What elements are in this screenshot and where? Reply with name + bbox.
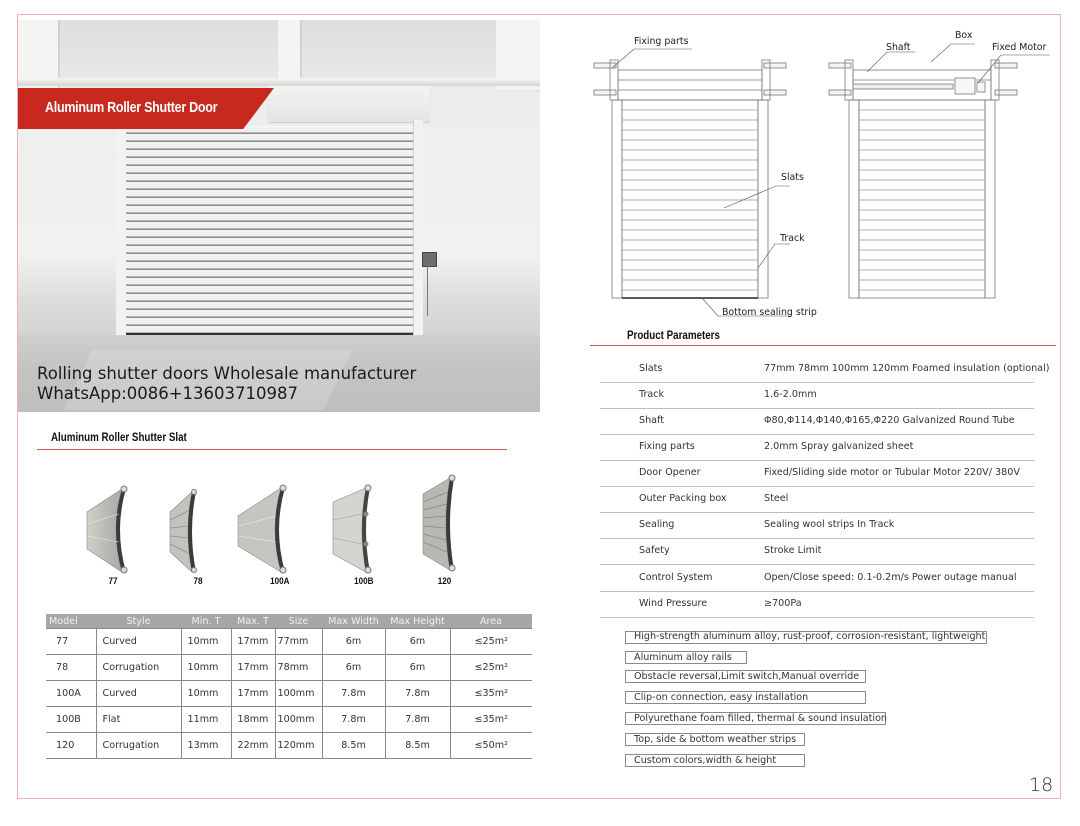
cell-model: 100B — [46, 707, 96, 733]
label-slats: Slats — [781, 172, 804, 183]
cell-area: ≤35m² — [450, 681, 532, 707]
param-row-fixing-parts — [600, 434, 1034, 461]
parameters-rule — [590, 345, 1056, 346]
param-name: Shaft — [639, 415, 665, 426]
cell-max-height: 7.8m — [385, 707, 450, 733]
label-shaft: Shaft — [886, 42, 911, 53]
table-row — [46, 707, 532, 733]
ceiling-rail — [18, 78, 540, 86]
control-cable — [427, 266, 428, 316]
label-track: Track — [780, 233, 805, 244]
param-row-slats — [600, 356, 1050, 383]
cell-min-t: 10mm — [181, 655, 231, 681]
cell-max-width: 7.8m — [322, 681, 385, 707]
cell-style: Corrugation — [96, 655, 181, 681]
cell-style: Flat — [96, 707, 181, 733]
slat-77-image — [82, 484, 132, 574]
slat-77-label: 77 — [108, 576, 118, 586]
param-row-wind-pressure — [600, 591, 1034, 618]
cell-area: ≤50m² — [450, 733, 532, 759]
cell-area: ≤25m² — [450, 629, 532, 655]
col-header-max-height: Max Height — [385, 614, 450, 629]
cell-max-width: 6m — [322, 629, 385, 655]
cell-max-height: 8.5m — [385, 733, 450, 759]
param-value: 77mm 78mm 100mm 120mm Foamed insulation (optional) — [764, 363, 1050, 374]
control-box — [422, 252, 437, 267]
caption-line-1: Rolling shutter doors Wholesale manufacturer — [37, 364, 417, 383]
slat-section-rule — [37, 449, 507, 450]
cell-min-t: 10mm — [181, 629, 231, 655]
slat-section-title: Aluminum Roller Shutter Slat — [51, 432, 187, 444]
slat-100b-image — [330, 484, 376, 574]
cell-max-t: 17mm — [231, 655, 275, 681]
cell-max-width: 6m — [322, 655, 385, 681]
label-box: Box — [955, 30, 973, 41]
param-value: ≥700Pa — [764, 598, 802, 609]
cell-style: Curved — [96, 629, 181, 655]
feature-item: Aluminum alloy rails — [625, 651, 747, 664]
parameters-title: Product Parameters — [627, 330, 720, 342]
param-row-shaft — [600, 408, 1034, 435]
feature-item: Custom colors,width & height — [625, 754, 805, 767]
cell-size: 78mm — [275, 655, 322, 681]
slat-120-label: 120 — [437, 576, 452, 586]
slat-100a-label: 100A — [270, 576, 290, 586]
cell-min-t: 10mm — [181, 681, 231, 707]
cell-max-width: 8.5m — [322, 733, 385, 759]
label-fixing-parts: Fixing parts — [634, 36, 689, 47]
table-row — [46, 629, 532, 655]
col-header-min-t: Min. T — [181, 614, 231, 629]
param-value: Open/Close speed: 0.1-0.2m/s Power outage manual — [764, 572, 1017, 583]
cell-max-t: 18mm — [231, 707, 275, 733]
cell-max-t: 17mm — [231, 629, 275, 655]
door-frame-right — [413, 120, 423, 335]
col-header-max-t: Max. T — [231, 614, 275, 629]
param-name: Control System — [639, 572, 713, 583]
cell-size: 120mm — [275, 733, 322, 759]
shutter-diagram-front — [590, 40, 790, 320]
param-name: Safety — [639, 545, 670, 556]
param-row-door-opener — [600, 460, 1034, 487]
param-name: Outer Packing box — [639, 493, 727, 504]
cell-size: 100mm — [275, 681, 322, 707]
roller-box — [268, 86, 430, 122]
param-value: 2.0mm Spray galvanized sheet — [764, 441, 914, 452]
cell-max-width: 7.8m — [322, 707, 385, 733]
param-row-track — [600, 382, 1034, 409]
feature-item: Obstacle reversal,Limit switch,Manual override — [625, 670, 866, 683]
slat-100b-label: 100B — [354, 576, 374, 586]
cell-style: Curved — [96, 681, 181, 707]
cell-model: 120 — [46, 733, 96, 759]
shutter-door — [126, 126, 413, 335]
param-value: Stroke Limit — [764, 545, 822, 556]
cell-max-t: 22mm — [231, 733, 275, 759]
caption-whatsapp: WhatsApp:0086+13603710987 — [37, 384, 299, 403]
cell-size: 77mm — [275, 629, 322, 655]
cell-area: ≤35m² — [450, 707, 532, 733]
feature-item: Top, side & bottom weather strips — [625, 733, 805, 746]
slat-78-image — [166, 488, 202, 574]
table-header-row — [46, 614, 532, 629]
page-number: 18 — [1029, 774, 1054, 796]
cell-size: 100mm — [275, 707, 322, 733]
slat-100a-image — [235, 484, 293, 574]
shutter-diagram-motor — [825, 40, 1050, 305]
col-header-max-width: Max Width — [322, 614, 385, 629]
feature-item: High-strength aluminum alloy, rust-proof, corrosion-resistant, lightweight — [625, 631, 987, 644]
col-header-model: Model — [46, 614, 96, 629]
cell-model: 100A — [46, 681, 96, 707]
param-name: Door Opener — [639, 467, 701, 478]
param-value: Fixed/Sliding side motor or Tubular Motor 220V/ 380V — [764, 467, 1020, 478]
cell-max-height: 6m — [385, 655, 450, 681]
param-row-outer-packing-box — [600, 486, 1034, 513]
cell-max-height: 7.8m — [385, 681, 450, 707]
feature-item: Polyurethane foam filled, thermal & sound insulation — [625, 712, 886, 725]
param-name: Sealing — [639, 519, 675, 530]
cell-max-height: 6m — [385, 629, 450, 655]
cell-area: ≤25m² — [450, 655, 532, 681]
hero-caption — [37, 364, 416, 404]
feature-item: Clip-on connection, easy installation — [625, 691, 866, 704]
param-name: Slats — [639, 363, 663, 374]
slat-78-label: 78 — [193, 576, 203, 586]
param-name: Fixing parts — [639, 441, 695, 452]
banner-title: Aluminum Roller Shutter Door — [45, 100, 218, 116]
param-row-safety — [600, 538, 1034, 565]
hero-photo — [18, 20, 540, 412]
param-value: Steel — [764, 493, 789, 504]
cell-style: Corrugation — [96, 733, 181, 759]
param-value: 1.6-2.0mm — [764, 389, 817, 400]
col-header-size: Size — [275, 614, 322, 629]
param-row-sealing — [600, 512, 1034, 539]
label-fixed-motor: Fixed Motor — [992, 42, 1047, 53]
table-row — [46, 733, 532, 759]
param-value: Sealing wool strips In Track — [764, 519, 895, 530]
col-header-area: Area — [450, 614, 532, 629]
param-value: Φ80,Φ114,Φ140,Φ165,Φ220 Galvanized Round Tube — [764, 415, 1015, 426]
param-name: Track — [639, 389, 665, 400]
col-header-style: Style — [96, 614, 181, 629]
slat-spec-table — [46, 614, 532, 759]
cell-min-t: 11mm — [181, 707, 231, 733]
cell-min-t: 13mm — [181, 733, 231, 759]
slat-120-image — [420, 474, 462, 574]
cell-model: 78 — [46, 655, 96, 681]
table-row — [46, 655, 532, 681]
cell-model: 77 — [46, 629, 96, 655]
param-name: Wind Pressure — [639, 598, 708, 609]
cell-max-t: 17mm — [231, 681, 275, 707]
param-row-control-system — [600, 565, 1034, 592]
table-row — [46, 681, 532, 707]
label-bottom-sealing-strip: Bottom sealing strip — [722, 307, 817, 318]
